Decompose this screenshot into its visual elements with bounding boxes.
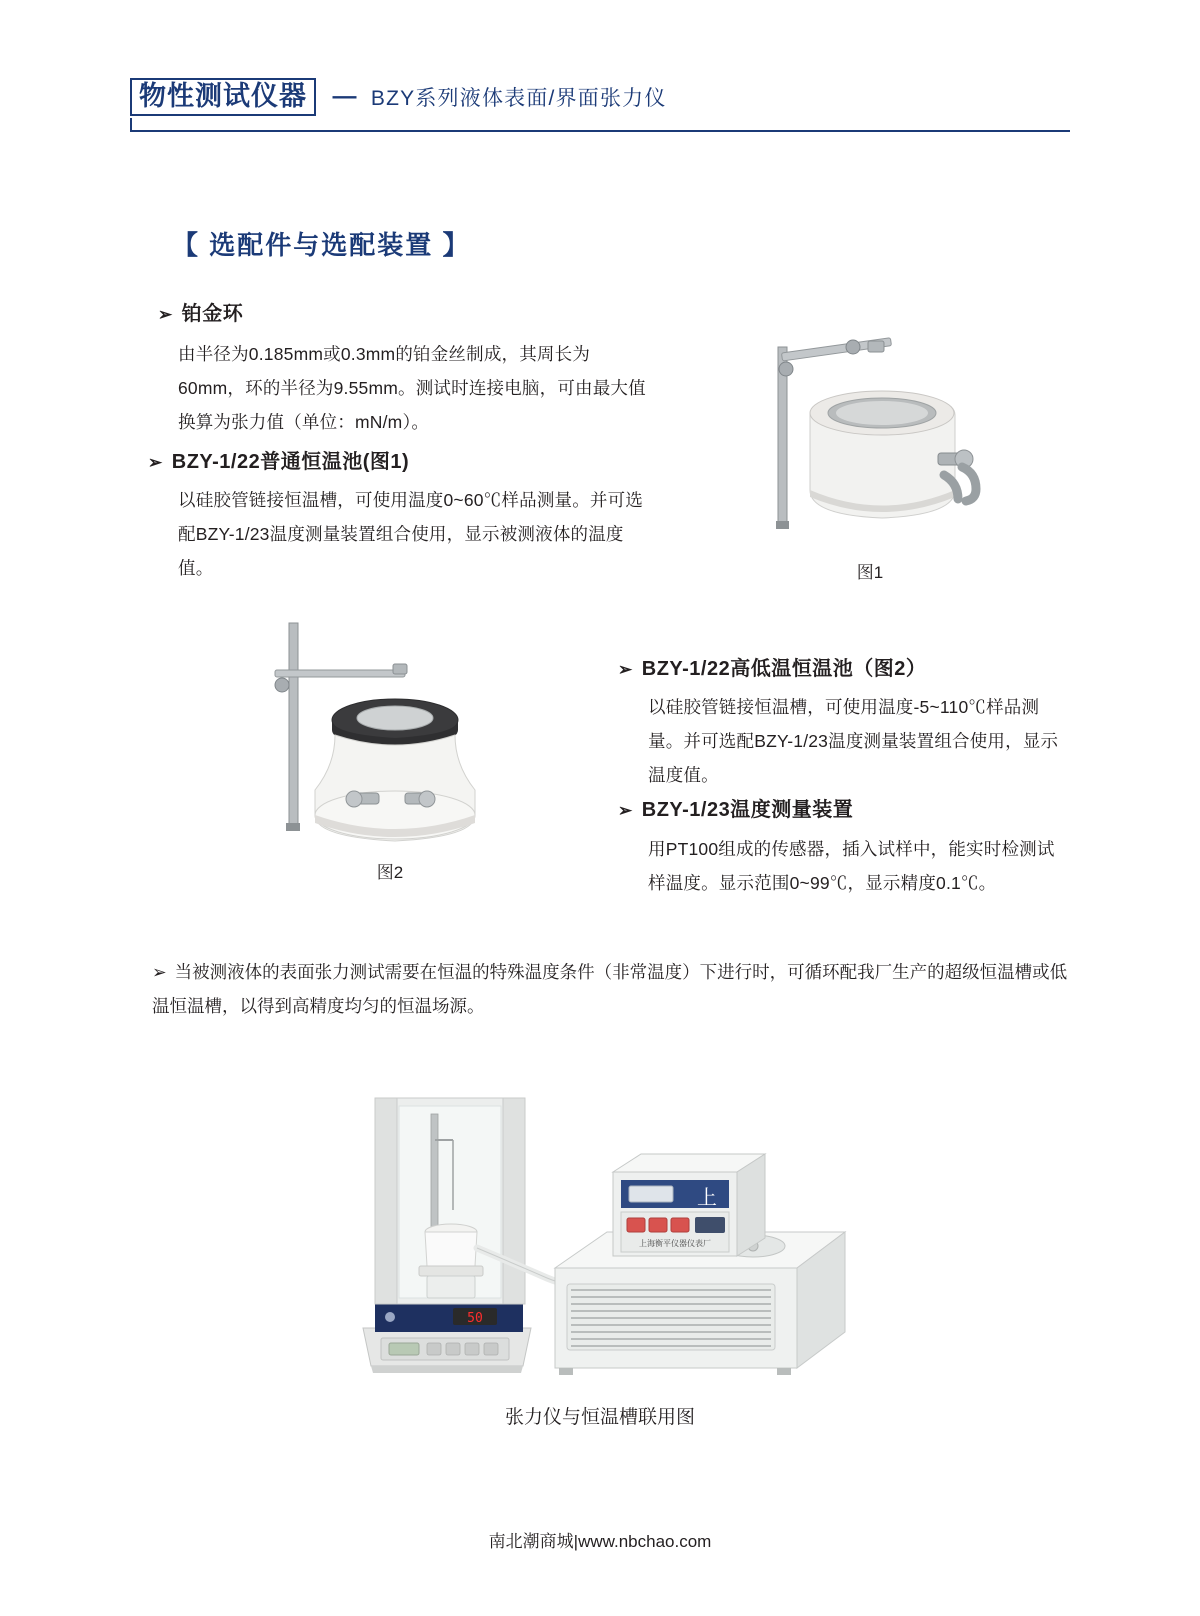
bullet-arrow-icon: ➢	[148, 453, 163, 472]
page-header	[130, 78, 1070, 136]
figure2-caption: 图2	[376, 863, 404, 882]
bath-illustration	[740, 325, 1000, 555]
svg-text:上海衡平仪器仪表厂: 上海衡平仪器仪表厂	[639, 1239, 711, 1248]
heading-text: BZY-1/23温度测量装置	[641, 799, 854, 821]
header-badge: 物性测试仪器	[130, 78, 316, 116]
bullet-arrow-icon: ➢	[158, 305, 173, 324]
header-divider-tick	[130, 118, 132, 132]
text-high-low-temp-bath: 以硅胶管链接恒温槽，可使用温度-5~110℃样品测量。并可选配BZY-1/23温度测量装置组合使用，显示温度值。	[648, 697, 1059, 785]
heading-text: BZY-1/22普通恒温池(图1)	[171, 451, 410, 473]
header-dash: —	[332, 83, 357, 111]
bullet-arrow-icon: ➢	[618, 801, 633, 820]
header-divider	[130, 130, 1070, 132]
bullet-arrow-icon: ➢	[152, 962, 167, 982]
text-standard-bath: 以硅胶管链接恒温槽，可使用温度0~60℃样品测量。并可选配BZY-1/23温度测量装置组合使用，显示被测液体的温度值。	[178, 490, 644, 578]
text-platinum-ring: 由半径为0.185mm或0.3mm的铂金丝制成，其周长为60mm，环的半径为9.55mm。测试时连接电脑，可由最大值换算为张力值（单位：mN/m）。	[178, 344, 646, 432]
text-temperature-device: 用PT100组成的传感器，插入试样中，能实时检测试样温度。显示范围0~99℃，显示精度0.1℃。	[648, 839, 1055, 893]
figure3-caption: 张力仪与恒温槽联用图	[504, 1407, 695, 1428]
heading-platinum-ring	[158, 297, 243, 326]
note-text: 当被测液体的表面张力测试需要在恒温的特殊温度条件（非常温度）下进行时，可循环配我厂生产的超级恒温槽或低温恒温槽，以得到高精度均匀的恒温场源。	[152, 962, 1068, 1016]
page-footer: 南北潮商城|www.nbchao.com	[488, 1532, 712, 1551]
figure1-caption: 图1	[856, 563, 884, 582]
figure-combined-system-photo	[345, 1080, 845, 1380]
combined-system-illustration	[345, 1080, 855, 1390]
figure-standard-bath-photo	[740, 325, 1000, 555]
figure-low-temp-bath-photo	[255, 615, 525, 860]
bullet-arrow-icon: ➢	[618, 660, 633, 679]
header-title: BZY系列液体表面/界面张力仪	[370, 87, 667, 111]
heading-temperature-device	[618, 793, 853, 822]
bath-illustration	[255, 615, 525, 860]
svg-text:50: 50	[467, 1311, 483, 1326]
heading-text: BZY-1/22高低温恒温池（图2）	[641, 658, 927, 680]
svg-text:上: 上	[697, 1185, 717, 1209]
note-paragraph	[152, 955, 1072, 1023]
heading-text: 铂金环	[181, 303, 244, 325]
heading-high-low-temp-bath	[618, 652, 926, 681]
heading-standard-bath	[148, 445, 409, 474]
section-title: 【 选配件与选配装置 】	[172, 230, 471, 260]
